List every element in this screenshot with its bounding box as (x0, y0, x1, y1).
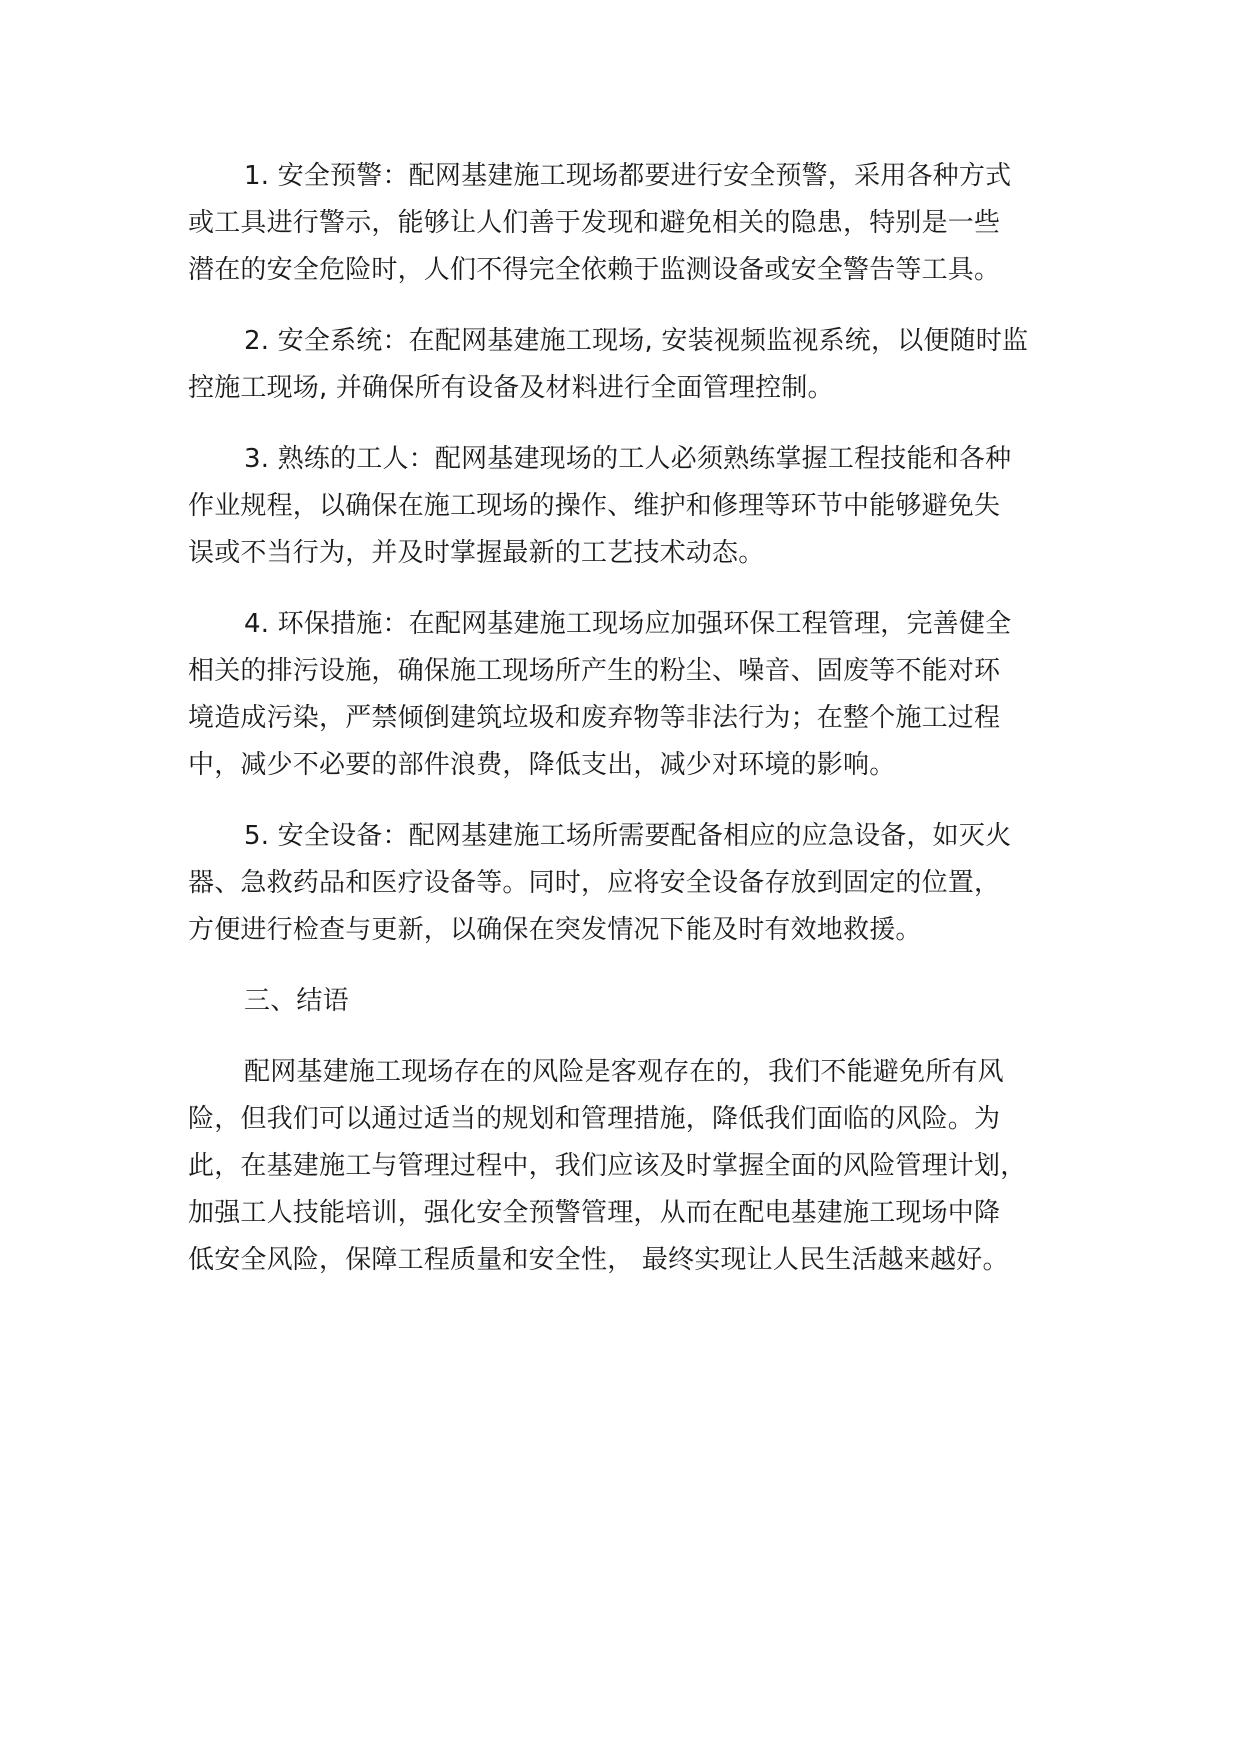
text-line: 4. 环保措施：在配网基建施工现场应加强环保工程管理，完善健全 (244, 609, 1012, 639)
text-line: 或工具进行警示，能够让人们善于发现和避免相关的隐患，特别是一些 (188, 208, 1001, 238)
text-line: 误或不当行为，并及时掌握最新的工艺技术动态。 (188, 538, 765, 568)
text-line: 2. 安全系统：在配网基建施工现场, 安装视频监视系统，以便随时监 (244, 326, 1029, 356)
text-line: 中，减少不必要的部件浪费，降低支出，减少对环境的影响。 (188, 750, 896, 780)
paragraph-conclusion (188, 1049, 1085, 1284)
text-line: 作业规程，以确保在施工现场的操作、维护和修理等环节中能够避免失 (188, 491, 1001, 521)
text-line: 方便进行检查与更新，以确保在突发情况下能及时有效地救援。 (188, 915, 922, 945)
paragraph-safety-equipment (188, 813, 1085, 954)
heading-text: 三、结语 (244, 986, 349, 1016)
paragraph-safety-warning (188, 153, 1085, 294)
text-line: 1. 安全预警：配网基建施工现场都要进行安全预警，采用各种方式 (244, 161, 1012, 191)
text-line: 潜在的安全危险时，人们不得完全依赖于监测设备或安全警告等工具。 (188, 255, 1001, 285)
text-line: 相关的排污设施，确保施工现场所产生的粉尘、噪音、固废等不能对环 (188, 656, 1001, 686)
text-line: 器、急救药品和医疗设备等。同时，应将安全设备存放到固定的位置， (188, 868, 1001, 898)
text-line: 此，在基建施工与管理过程中，我们应该及时掌握全面的风险管理计划， (188, 1151, 1027, 1181)
text-line: 境造成污染，严禁倾倒建筑垃圾和废弃物等非法行为；在整个施工过程 (188, 703, 1001, 733)
text-line: 险，但我们可以通过适当的规划和管理措施，降低我们面临的风险。为 (188, 1104, 1001, 1134)
text-line: 5. 安全设备：配网基建施工场所需要配备相应的应急设备，如灭火 (244, 821, 1012, 851)
text-line: 控施工现场, 并确保所有设备及材料进行全面管理控制。 (188, 373, 834, 403)
text-line: 3. 熟练的工人：配网基建现场的工人必须熟练掌握工程技能和各种 (244, 444, 1012, 474)
section-heading-conclusion (188, 978, 1085, 1025)
paragraph-environmental-measures (188, 601, 1085, 789)
text-line: 配网基建施工现场存在的风险是客观存在的，我们不能避免所有风 (244, 1057, 1004, 1087)
paragraph-safety-system (188, 318, 1085, 412)
text-line: 低安全风险，保障工程质量和安全性， 最终实现让人民生活越来越好。 (188, 1245, 1009, 1275)
paragraph-skilled-workers (188, 436, 1085, 577)
document-body (188, 153, 1085, 1308)
text-line: 加强工人技能培训，强化安全预警管理，从而在配电基建施工现场中降 (188, 1198, 1001, 1228)
